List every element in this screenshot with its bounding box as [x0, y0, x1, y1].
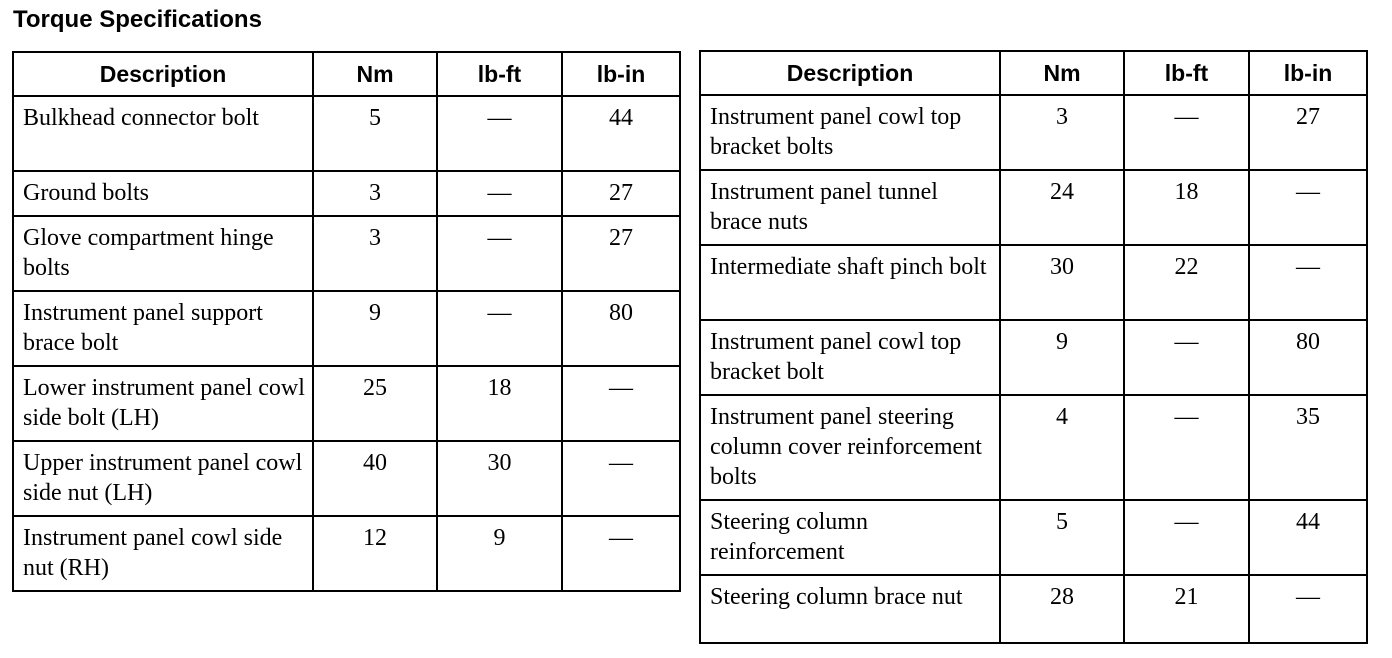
table-row [13, 216, 680, 291]
description-cell: Ground bolts [13, 171, 313, 216]
table-row [13, 366, 680, 441]
lb-ft-cell: 9 [437, 516, 562, 591]
nm-cell: 5 [1000, 500, 1124, 575]
description-cell: Glove compartment hinge bolts [13, 216, 313, 291]
nm-cell: 12 [313, 516, 437, 591]
column-header-lb-ft: lb-ft [1124, 51, 1249, 95]
table-row [700, 170, 1367, 245]
lb-ft-cell: 22 [1124, 245, 1249, 320]
nm-cell: 9 [1000, 320, 1124, 395]
description-cell: Upper instrument panel cowl side nut (LH) [13, 441, 313, 516]
lb-ft-cell: 18 [1124, 170, 1249, 245]
nm-cell: 5 [313, 96, 437, 171]
torque-table-left [12, 51, 681, 592]
table-row [700, 95, 1367, 170]
nm-cell: 25 [313, 366, 437, 441]
lb-in-cell: — [1249, 170, 1367, 245]
torque-table-right [699, 50, 1368, 644]
table-row [13, 291, 680, 366]
nm-cell: 3 [313, 216, 437, 291]
page-title: Torque Specifications [13, 6, 262, 33]
nm-cell: 9 [313, 291, 437, 366]
table-row [700, 320, 1367, 395]
nm-cell: 3 [313, 171, 437, 216]
lb-ft-cell: 18 [437, 366, 562, 441]
lb-in-cell: — [562, 516, 680, 591]
lb-in-cell: 44 [1249, 500, 1367, 575]
lb-ft-cell: 30 [437, 441, 562, 516]
lb-in-cell: 35 [1249, 395, 1367, 500]
description-cell: Instrument panel steering column cover reinforcement bolts [700, 395, 1000, 500]
description-cell: Steering column reinforcement [700, 500, 1000, 575]
lb-ft-cell: — [1124, 95, 1249, 170]
nm-cell: 24 [1000, 170, 1124, 245]
table-row [13, 441, 680, 516]
lb-in-cell: — [1249, 245, 1367, 320]
description-cell: Steering column brace nut [700, 575, 1000, 643]
description-cell: Instrument panel cowl top bracket bolts [700, 95, 1000, 170]
description-cell: Instrument panel tunnel brace nuts [700, 170, 1000, 245]
lb-ft-cell: — [1124, 395, 1249, 500]
table-row [13, 171, 680, 216]
column-header-lb-in: lb-in [562, 52, 680, 96]
lb-ft-cell: — [437, 96, 562, 171]
nm-cell: 28 [1000, 575, 1124, 643]
column-header-lb-ft: lb-ft [437, 52, 562, 96]
header-row [700, 51, 1367, 95]
column-header-nm: Nm [1000, 51, 1124, 95]
column-header-lb-in: lb-in [1249, 51, 1367, 95]
lb-in-cell: 27 [1249, 95, 1367, 170]
lb-in-cell: 44 [562, 96, 680, 171]
lb-ft-cell: — [437, 216, 562, 291]
description-cell: Bulkhead connector bolt [13, 96, 313, 171]
description-cell: Instrument panel cowl side nut (RH) [13, 516, 313, 591]
lb-in-cell: 27 [562, 171, 680, 216]
column-header-description: Description [700, 51, 1000, 95]
table-row [700, 395, 1367, 500]
lb-ft-cell: — [437, 171, 562, 216]
nm-cell: 40 [313, 441, 437, 516]
table-row [700, 575, 1367, 643]
table-row [13, 516, 680, 591]
column-header-description: Description [13, 52, 313, 96]
lb-ft-cell: — [1124, 320, 1249, 395]
lb-ft-cell: — [437, 291, 562, 366]
nm-cell: 30 [1000, 245, 1124, 320]
header-row [13, 52, 680, 96]
lb-in-cell: 27 [562, 216, 680, 291]
lb-ft-cell: 21 [1124, 575, 1249, 643]
description-cell: Intermediate shaft pinch bolt [700, 245, 1000, 320]
lb-in-cell: 80 [1249, 320, 1367, 395]
description-cell: Instrument panel support brace bolt [13, 291, 313, 366]
lb-ft-cell: — [1124, 500, 1249, 575]
lb-in-cell: — [562, 366, 680, 441]
column-header-nm: Nm [313, 52, 437, 96]
lb-in-cell: 80 [562, 291, 680, 366]
description-cell: Instrument panel cowl top bracket bolt [700, 320, 1000, 395]
table-row [13, 96, 680, 171]
description-cell: Lower instrument panel cowl side bolt (LH) [13, 366, 313, 441]
table-row [700, 245, 1367, 320]
lb-in-cell: — [1249, 575, 1367, 643]
nm-cell: 4 [1000, 395, 1124, 500]
nm-cell: 3 [1000, 95, 1124, 170]
table-row [700, 500, 1367, 575]
lb-in-cell: — [562, 441, 680, 516]
